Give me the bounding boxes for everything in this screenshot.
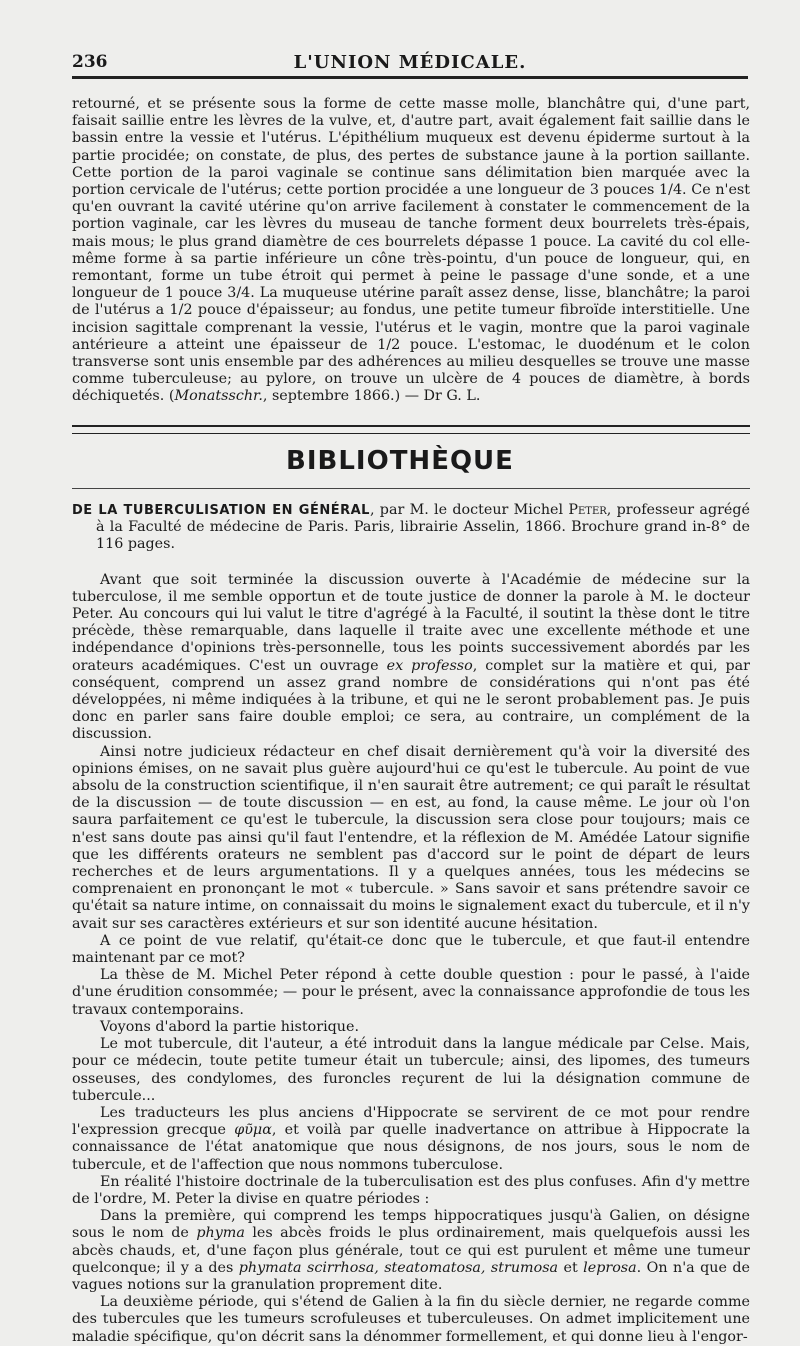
intro-source-open: ( <box>164 388 175 405</box>
paragraph: Le mot tubercule, dit l'auteur, a été introduit dans la langue médicale par Celse. Mais, pour ce médecin, toute petite tumeur était un tubercule; ainsi, des lipomes, des tumeurs osseuses, des condylomes, des furoncles reçurent de lui la désignation commune de tubercule... <box>72 1036 750 1104</box>
paragraph <box>72 1105 750 1174</box>
book-details: , professeur agrégé à la Faculté de médecine de Paris. Paris, librairie Asselin, 1866. Brochure grand in-8° de 116 pages. <box>96 502 750 553</box>
paragraph <box>72 1208 750 1294</box>
text-run: et <box>558 1259 584 1276</box>
text-run: Dans la première, qui comprend les temps hippocratiques jusqu'à Galien, on désigne sous le nom de <box>72 1208 750 1242</box>
text-run: Avant que soit terminée la discussion ouverte à l'Académie de médecine sur la tuberculose, il me semble opportun et de toute justice de donner la parole à M. le docteur Peter. Au concours qui lui valut le titre d'agrégé à la Faculté, il soutint la thèse dont le titre précède, thèse remarquable, dans laquelle il traite avec une excellente méthode et une indépendance d'opinions très-personnelle, tous les points successivement abordés par les orateurs académiques. C'est un ouvrage <box>72 571 750 674</box>
paragraph: Ainsi notre judicieux rédacteur en chef disait dernièrement qu'à voir la diversité des opinions émises, on ne savait plus guère aujourd'hui ce qu'est le tubercule. Au point de vue absolu de la construction scientifique, il n'en saurait être autrement; ce qui paraît le résultat de la discussion — de toute discussion — en est, au fond, la cause même. Le jour où l'on saura parfaitement ce qu'est le tubercule, la discussion sera close pour toujours; mais ce n'est sans doute pas ainsi qu'il faut l'entendre, et la réflexion de M. Amédée Latour signifie que les différents orateurs ne semblent pas d'accord sur le point de départ de leurs recherches et de leurs argumentations. Il y a quelques années, tous les médecins se comprenaient en prononçant le mot « tubercule. » Sans savoir et sans prétendre savoir ce qu'était sa nature intime, on connaissait du moins le signalement exact du tubercule, et il n'y avait sur ses caractères extérieurs et sur son identité aucune hésitation. <box>72 743 750 932</box>
paragraph: La thèse de M. Michel Peter répond à cette double question : pour le passé, à l'aide d'une érudition consommée; — pour le présent, avec la connaissance approfondie de tous les travaux contemporains. <box>72 967 750 1018</box>
section-title: BIBLIOTHÈQUE <box>286 446 514 476</box>
italic-run: ex professo <box>386 657 473 674</box>
italic-run: phymata scirrhosa, steatomatosa, strumosa <box>238 1259 559 1276</box>
paragraph <box>72 572 750 744</box>
text-run: , complet sur la matière et qui, par conséquent, comprend un assez grand nombre de considérations qui n'ont pas été développées, ni même indiquées à la tribune, et qui ne le seront probablement pas. Je puis donc en parler sans faire double emploi; ce sera, au contraire, un complément de la discussion. <box>72 657 751 743</box>
text-run: Les traducteurs les plus anciens d'Hippocrate se servirent de ce mot pour rendre l'expression grecque <box>72 1104 750 1139</box>
intro-section <box>72 96 750 406</box>
review-section <box>72 502 750 1346</box>
greek-word: φῦμα <box>234 1122 272 1139</box>
book-title: DE LA TUBERCULISATION EN GÉNÉRAL <box>72 503 370 518</box>
intro-text: retourné, et se présente sous la forme de cette masse molle, blanchâtre qui, d'une part, faisait saillie entre les lèvres de la vulve, et, d'autre part, avait également fait saillie dans le bassin entre la vessie et l'utérus. L'épithélium muqueux est devenu épiderme surtout à la partie procidée; on constate, de plus, des pertes de substance jaune à la portion saillante. Cette portion de la paroi vaginale se continue sans délimitation bien marquée avec la portion cervicale de l'utérus; cette portion procidée a une longueur de 3 pouces 1/4. Ce n'est qu'en ouvrant la cavité utérine qu'on arrive facilement à constater le commencement de la portion vaginale, car les lèvres du museau de tanche forment deux bourrelets très-épais, mais mous; le plus grand diamètre de ces bourrelets dépasse 1 pouce. La cavité du col elle-même forme à sa partie inférieure un cône très-pointu, d'un pouce de longueur, qui, en remontant, forme un tube étroit qui permet à peine le passage d'une sonde, et a une longueur de 1 pouce 3/4. La muqueuse utérine paraît assez dense, lisse, blanchâtre; la paroi de l'utérus a 1/2 pouce d'épaisseur; au fondus, une petite tumeur fibroïde interstitielle. Une incision sagittale comprenant la vessie, l'utérus et le vagin, montre que la paroi vaginale antérieure a atteint une épaisseur de 1/2 pouce. L'estomac, le duodénum et le colon transverse sont unis ensemble par des adhérences au milieu desquelles se trouve une masse comme tuberculeuse; au pylore, on trouve un ulcère de 4 pouces de diamètre, à bords déchiquetés. <box>72 96 750 405</box>
italic-run: phyma <box>196 1225 245 1242</box>
text-run: , et voilà par quelle inadvertance on attribue à Hippocrate la connaissance de l'état anatomique que nous désignons, de nos jours, sous le nom de tubercule, et de l'affection que nous nommons tuberculose. <box>72 1122 750 1173</box>
text-run: . On n'a que de vagues notions sur la granulation proprement dite. <box>72 1259 750 1293</box>
book-reference <box>72 502 750 554</box>
paragraph: En réalité l'histoire doctrinale de la tuberculisation est des plus confuses. Afin d'y mettre de l'ordre, M. Peter la divise en quatre périodes : <box>72 1173 750 1207</box>
italic-run: leprosa <box>583 1259 637 1276</box>
page-header <box>72 48 748 79</box>
intro-source-journal: Monatsschr. <box>174 388 263 405</box>
paragraph: A ce point de vue relatif, qu'était-ce donc que le tubercule, et que faut-il entendre maintenant par ce mot? <box>72 932 750 967</box>
book-by: , par M. le docteur Michel <box>369 502 569 518</box>
book-author: Peter <box>568 502 607 518</box>
paragraph: La deuxième période, qui s'étend de Galien à la fin du siècle dernier, ne regarde comme des tubercules que les tumeurs scrofuleuses et tuberculeuses. On admet implicitement une maladie spécifique, qu'on décrit sans la dénommer formellement, et qui donne lieu à l'engor- <box>72 1294 750 1345</box>
intro-source-tail: , septembre 1866.) — Dr G. L. <box>262 388 481 405</box>
section-divider <box>72 425 750 434</box>
intro-paragraph <box>72 96 750 406</box>
page-number: 236 <box>72 52 108 72</box>
section-underline <box>72 488 750 489</box>
paragraph: Voyons d'abord la partie historique. <box>100 1018 360 1035</box>
text-run: les abcès froids le plus ordinairement, mais quelquefois aussi les abcès chauds, et, d'une façon plus générale, tout ce qui est purulent et même une tumeur quelconque; il y a des <box>72 1225 750 1276</box>
running-title: L'UNION MÉDICALE. <box>293 51 527 73</box>
